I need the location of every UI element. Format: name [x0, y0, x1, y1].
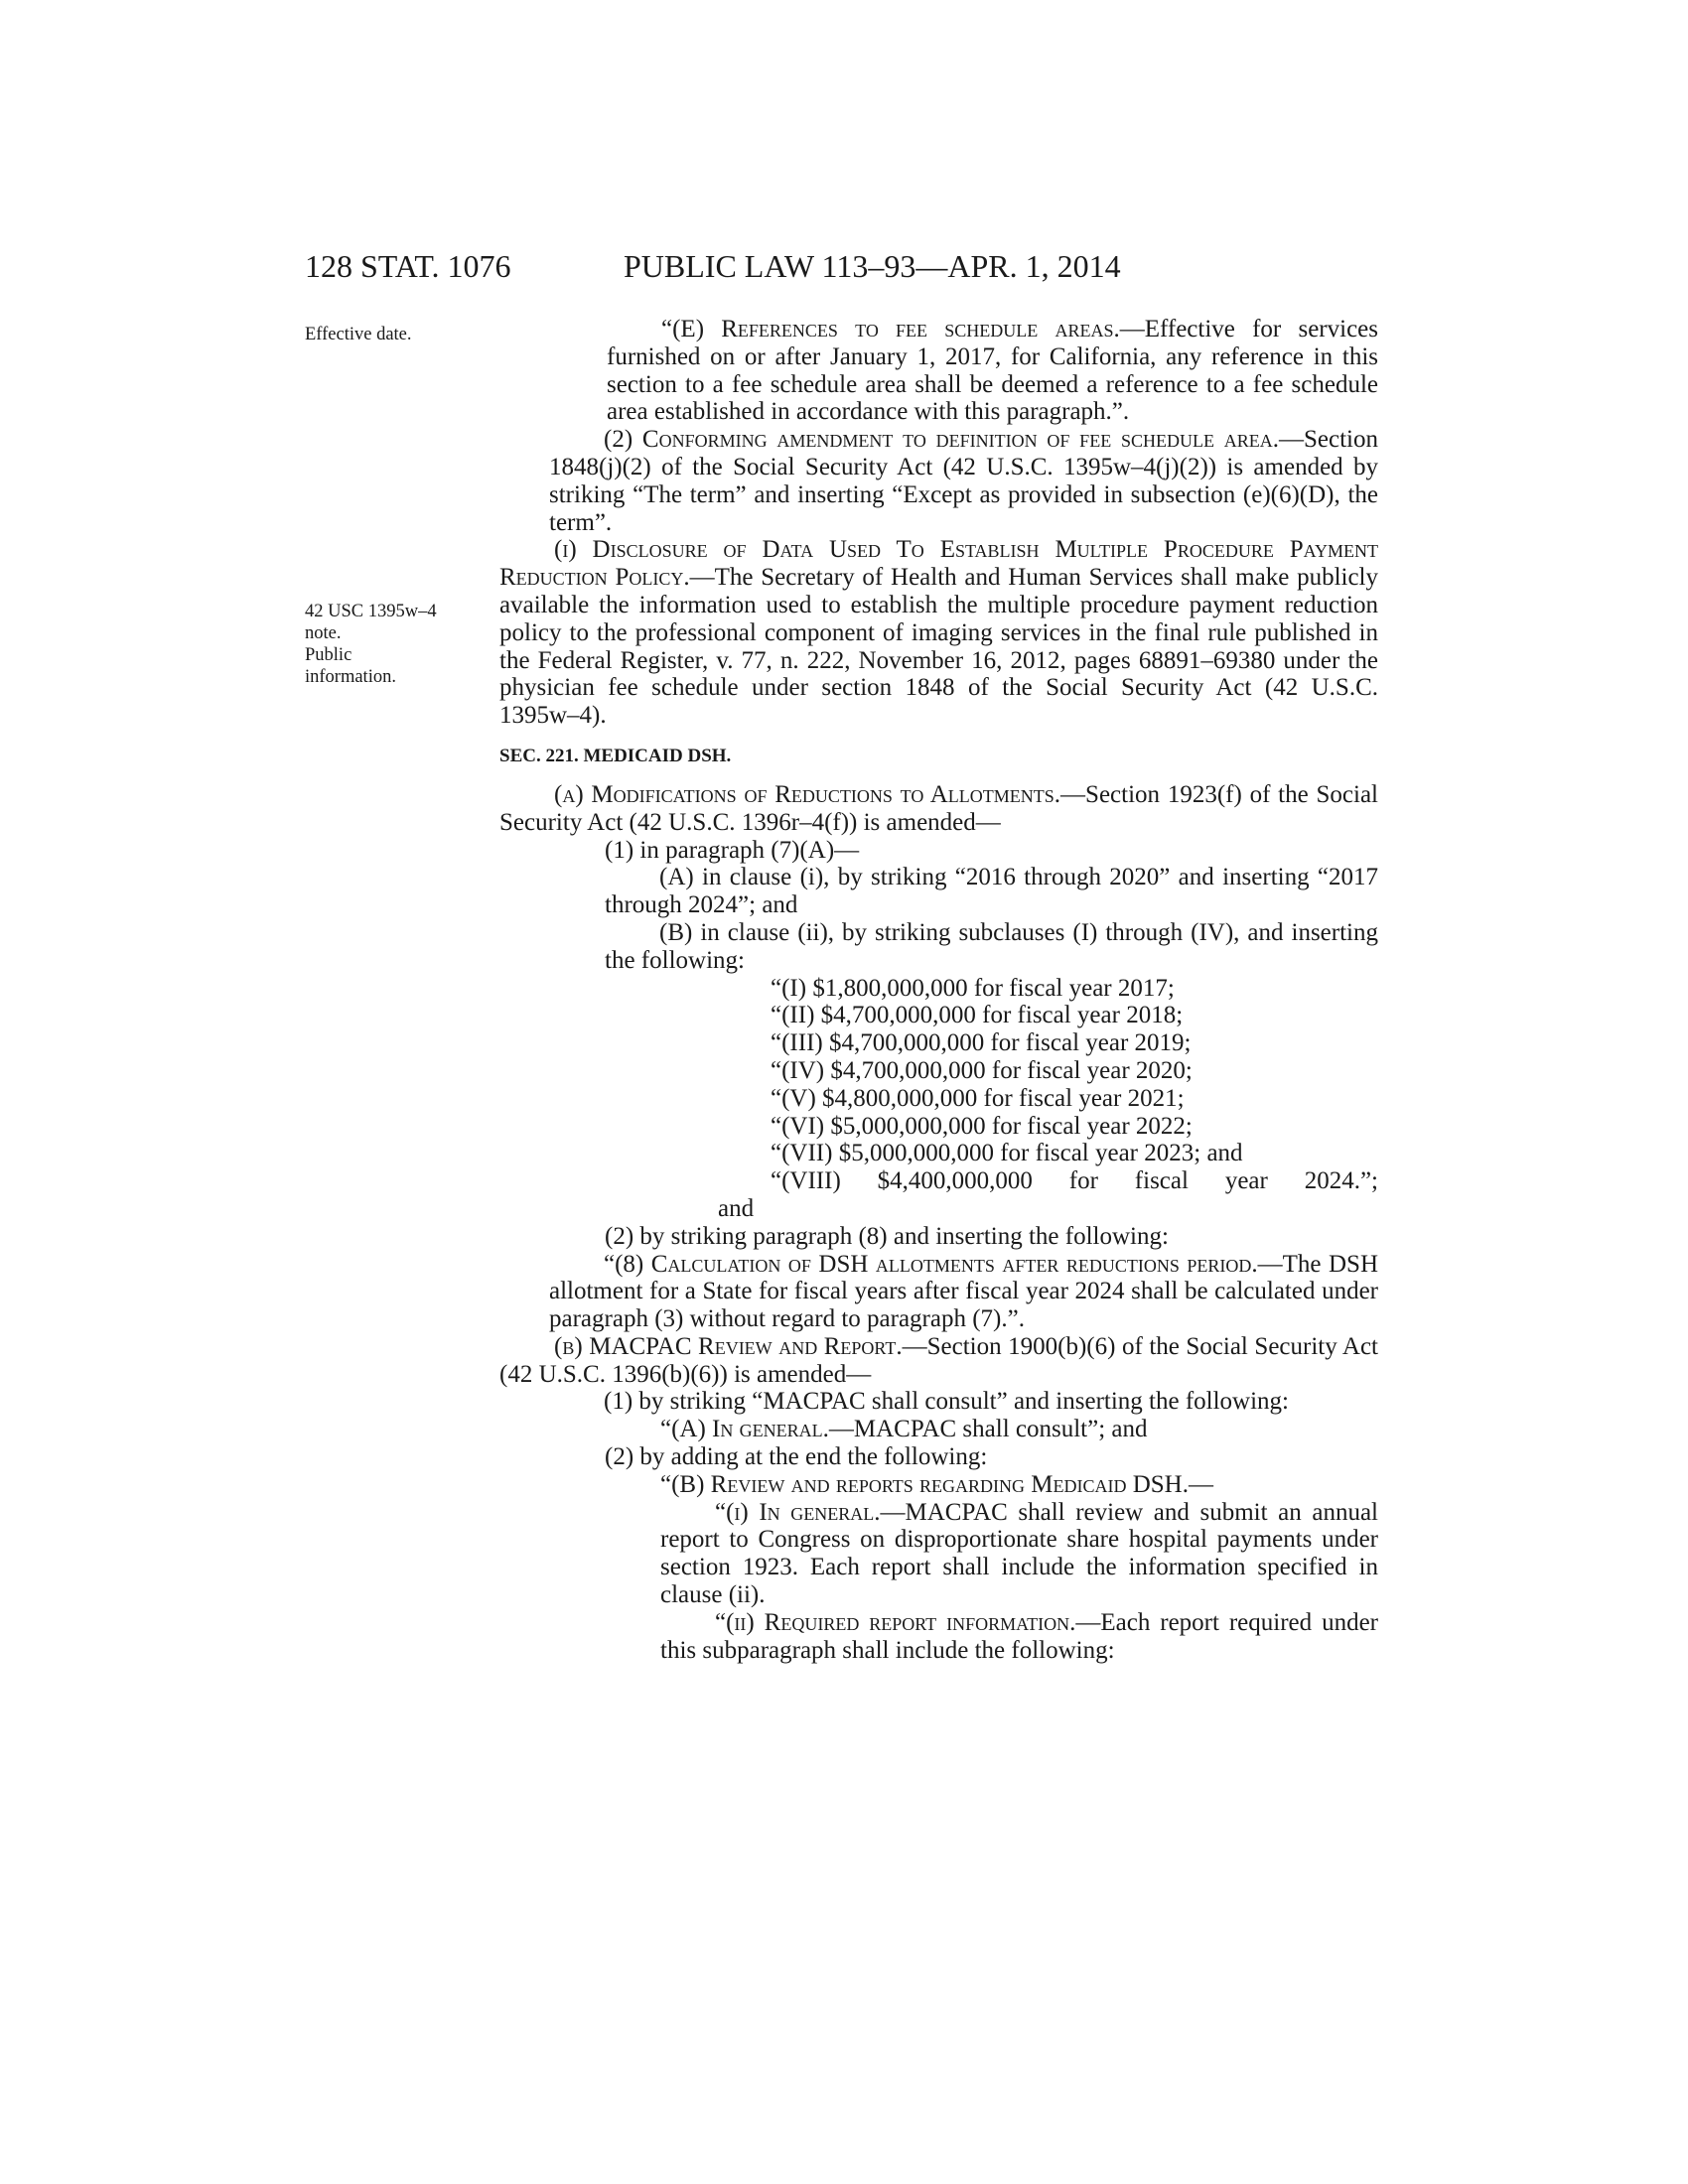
subsection-b-heading: (b) MACPAC Review and Report.: [554, 1332, 903, 1360]
margin-note-line: 42 USC 1395w–4: [305, 602, 437, 621]
subsection-i-text: —The Secretary of Health and Human Services shall make publicly available the information used to establish the multiple procedure payment reduction policy to the professional component of imaging services in the final rule published in the Federal Register, v. 77, n. 222, November 16, 2012, pages 68891–69380 under the physician fee schedule under section 1848 of the Social Security Act (42 U.S.C. 1395w–4).: [499, 564, 1378, 730]
margin-note-effective-date: Effective date.: [305, 325, 412, 344]
clause-bB-heading: “(B) Review and reports regarding Medicaid DSH.: [660, 1470, 1189, 1498]
amount-item: “(VI) $5,000,000,000 for fiscal year 2022;: [771, 1112, 1193, 1140]
clause-a2: (2) by striking paragraph (8) and inserting the following:: [605, 1222, 1169, 1250]
paragraph-8: [549, 1251, 1378, 1333]
clause-a1: (1) in paragraph (7)(A)—: [605, 836, 860, 864]
paragraph-8-text: —The DSH allotment for a State for fiscal years after fiscal year 2024 shall be calculated under paragraph (3) without regard to paragraph (7).”.: [549, 1250, 1378, 1333]
clause-bA: [660, 1416, 1378, 1443]
subsection-i-heading: (i) Disclosure of Data Used To Establish Multiple Procedure Payment Reduction Policy.: [499, 536, 1378, 592]
clause-bB-text: —: [1188, 1470, 1213, 1498]
clause-aA: (A) in clause (i), by striking “2016 through 2020” and inserting “2017 through 2024”; and: [605, 864, 1378, 919]
margin-note-line: note.: [305, 623, 342, 643]
subparagraph-e: [607, 316, 1378, 426]
clause-b2: (2) by adding at the end the following:: [605, 1443, 988, 1471]
amount-item: “(I) $1,800,000,000 for fiscal year 2017;: [771, 974, 1175, 1002]
margin-note-line: Public: [305, 645, 352, 665]
amount-item: “(III) $4,700,000,000 for fiscal year 2019;: [771, 1029, 1192, 1057]
clause-bii-heading: “(ii) Required report information.: [715, 1608, 1076, 1636]
clause-bi: [660, 1499, 1378, 1609]
amount-item: “(IV) $4,700,000,000 for fiscal year 2020;: [771, 1056, 1193, 1084]
clause-bB: [660, 1471, 1378, 1499]
subsection-b-text: —Section 1900(b)(6) of the Social Security Act (42 U.S.C. 1396(b)(6)) is amended—: [499, 1332, 1378, 1388]
clause-bA-heading: “(A) In general.: [660, 1416, 829, 1443]
page-reference: 128 STAT. 1076: [305, 248, 511, 284]
margin-note-line: information.: [305, 667, 396, 687]
amount-item: “(II) $4,700,000,000 for fiscal year 2018;: [771, 1002, 1184, 1029]
paragraph-2-heading: (2) Conforming amendment to definition of fee schedule area.: [604, 426, 1279, 454]
subparagraph-e-text: —Effective for services furnished on or after January 1, 2017, for California, any reference in this section to a fee schedule area shall be deemed a reference to a fee schedule area established in accordance with this paragraph.”.: [607, 316, 1378, 426]
subsection-a: [499, 781, 1378, 837]
clause-bi-text: —MACPAC shall review and submit an annual report to Congress on disproportionate share hospital payments under section 1923. Each report shall include the information specified in clause (ii).: [660, 1498, 1378, 1609]
amount-item: “(VIII) $4,400,000,000 for fiscal year 2024.”;: [771, 1167, 1378, 1195]
clause-bA-text: —MACPAC shall consult”; and: [828, 1416, 1148, 1443]
amount-item: “(V) $4,800,000,000 for fiscal year 2021;: [771, 1084, 1185, 1112]
clause-bi-heading: “(i) In general.: [715, 1498, 881, 1526]
clause-bii: [660, 1609, 1378, 1665]
clause-b1: (1) by striking “MACPAC shall consult” and inserting the following:: [604, 1388, 1290, 1416]
page-title: PUBLIC LAW 113–93—APR. 1, 2014: [624, 248, 1121, 284]
amount-item: “(VII) $5,000,000,000 for fiscal year 2023; and: [771, 1140, 1243, 1167]
clause-aB: (B) in clause (ii), by striking subclauses (I) through (IV), and inserting the following:: [605, 918, 1378, 974]
paragraph-2: [549, 426, 1378, 536]
document-body: [499, 316, 1378, 1664]
subsection-b: [499, 1333, 1378, 1389]
clause-bii-text: —Each report required under this subparagraph shall include the following:: [660, 1608, 1378, 1664]
subsection-a-text: —Section 1923(f) of the Social Security Act (42 U.S.C. 1396r–4(f)) is amended—: [499, 780, 1378, 836]
paragraph-8-heading: “(8) Calculation of DSH allotments after reductions period.: [604, 1250, 1258, 1278]
margin-note-usc: [305, 601, 459, 688]
amounts-list: [771, 975, 1378, 1195]
section-heading: SEC. 221. MEDICAID DSH.: [499, 745, 732, 766]
subparagraph-e-heading: “(E) References to fee schedule areas.: [661, 316, 1120, 342]
subsection-a-heading: (a) Modifications of Reductions to Allotments.: [554, 780, 1061, 808]
and-word: and: [718, 1194, 755, 1222]
paragraph-2-text: —Section 1848(j)(2) of the Social Security Act (42 U.S.C. 1395w–4(j)(2)) is amended by striking “The term” and inserting “Except as provided in subsection (e)(6)(D), the term”.: [549, 426, 1378, 536]
subsection-i: [499, 536, 1378, 730]
